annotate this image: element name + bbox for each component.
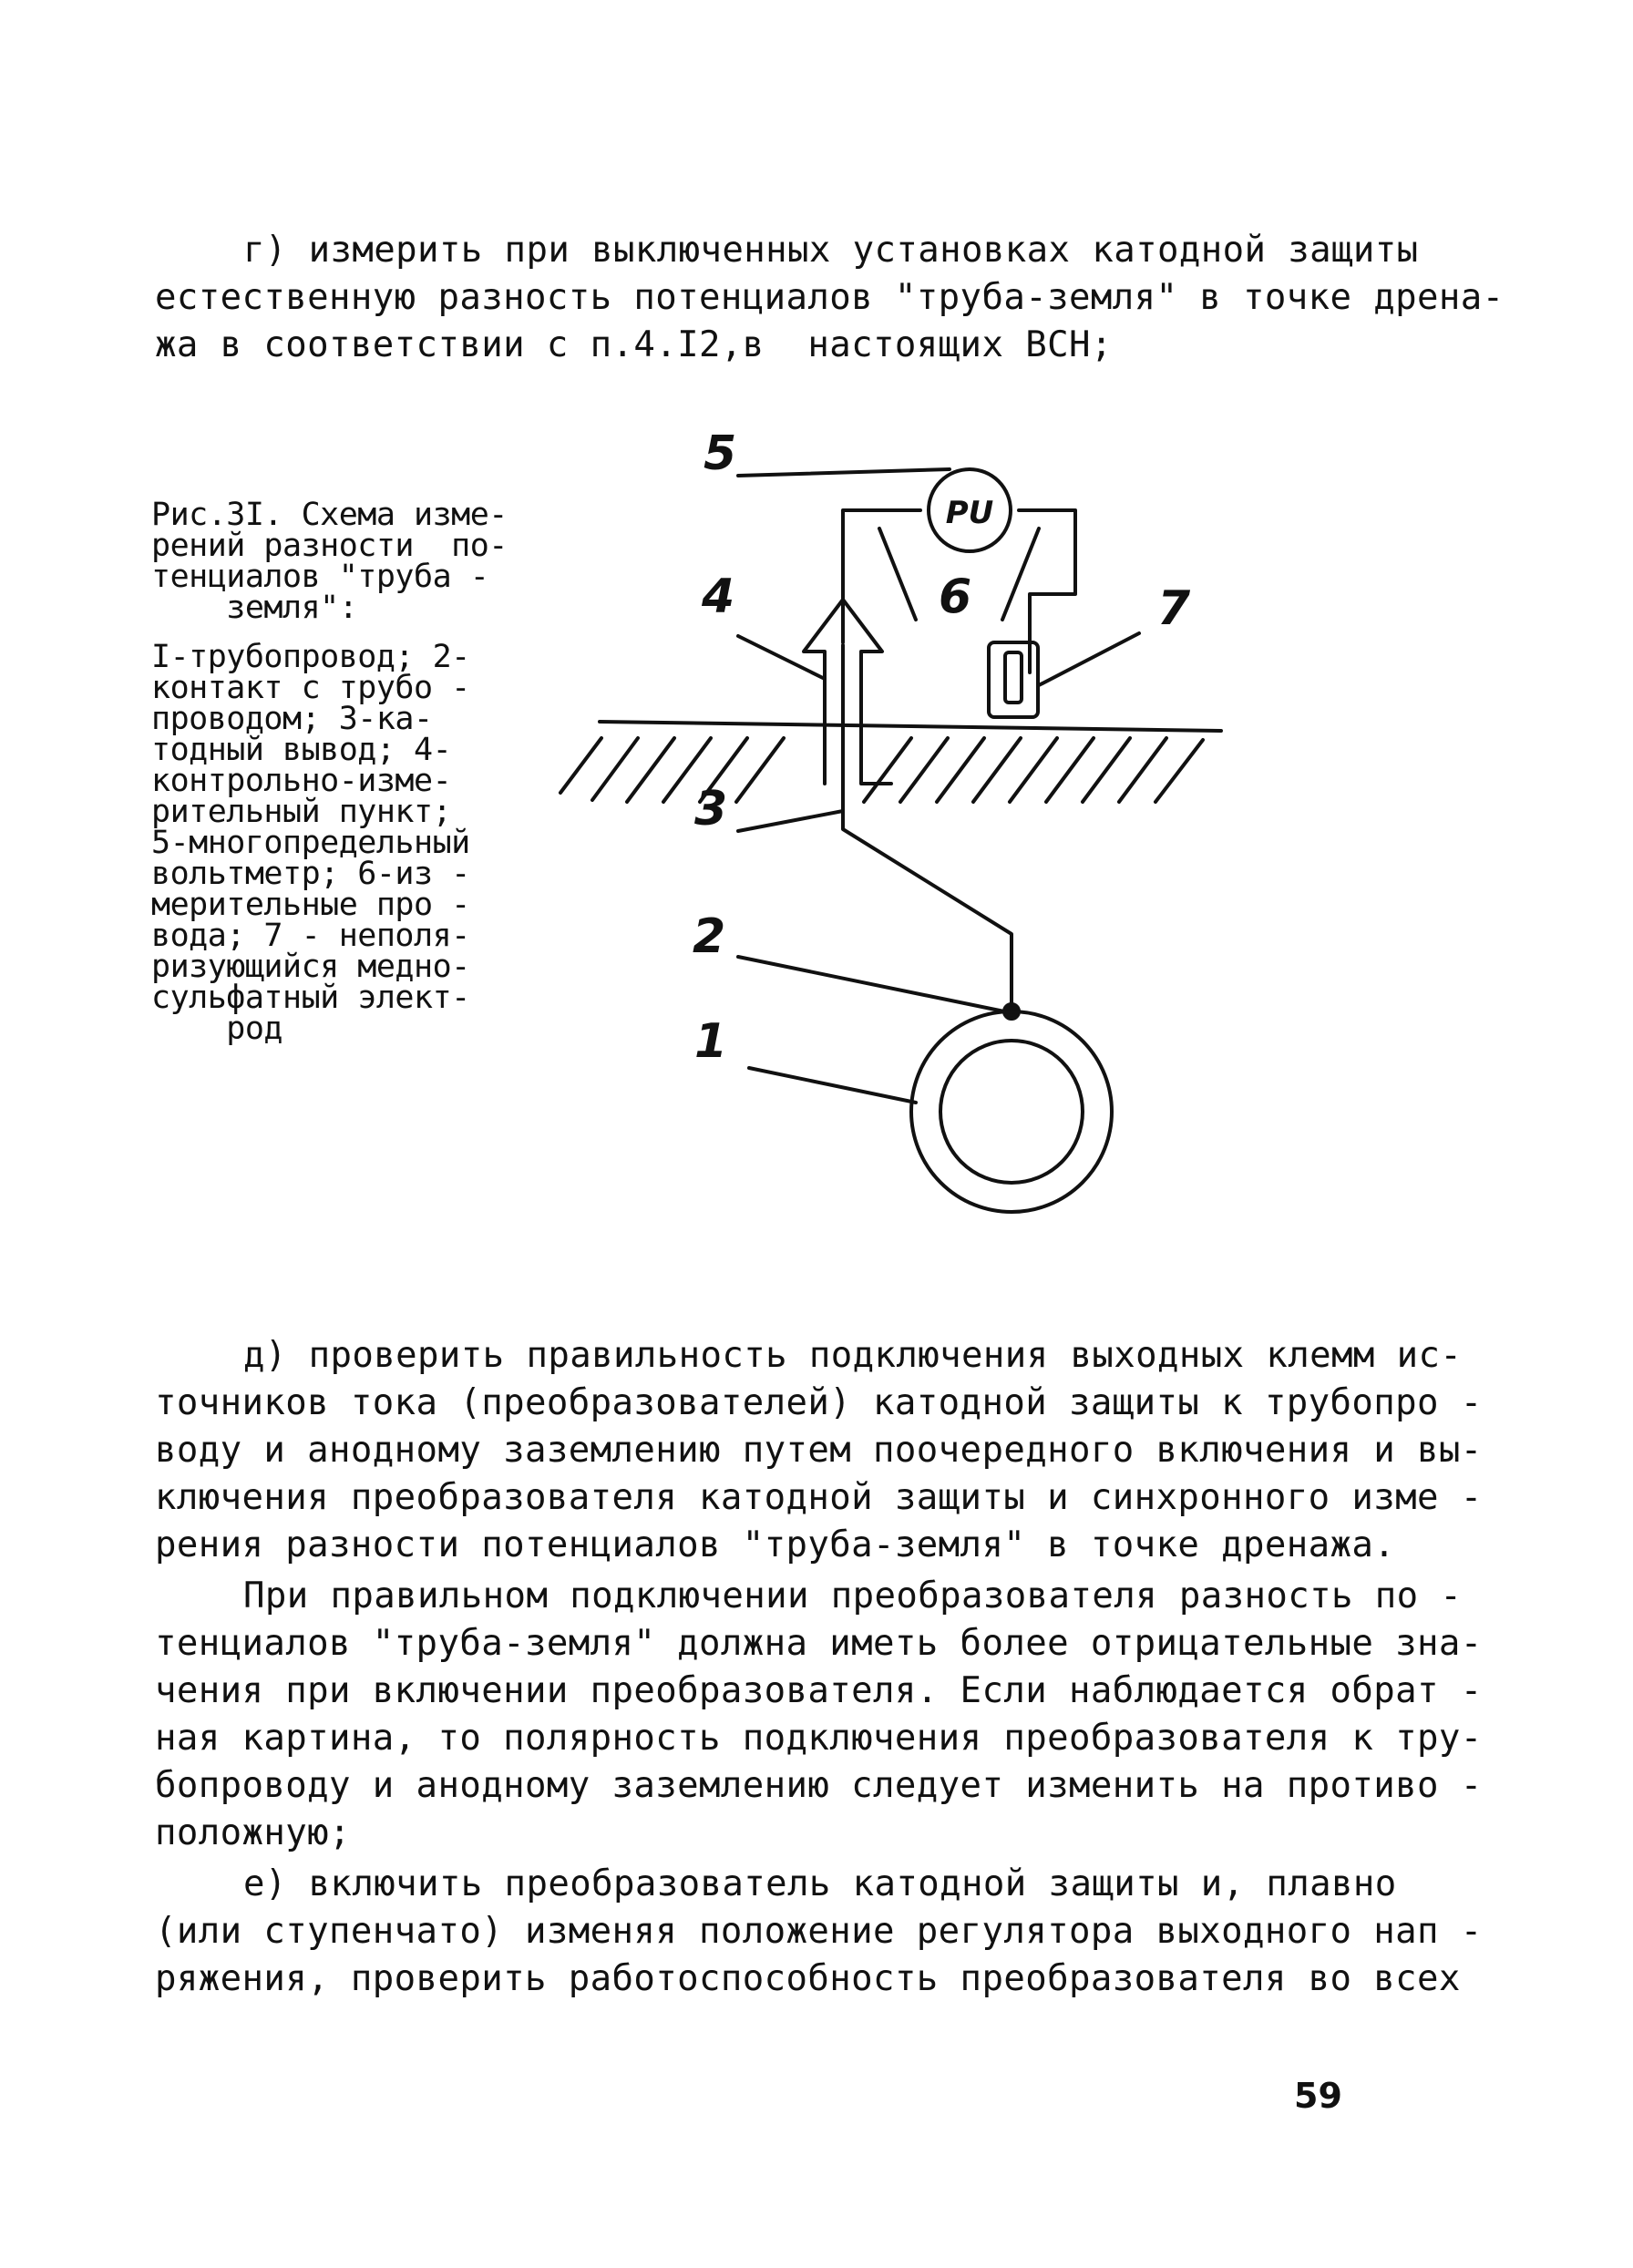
para-d-line-2: точников тока (преобразователей) катодной защиты к трубопро - xyxy=(155,1382,1483,1423)
para-g-line-3: жа в соответствии с п.4.I2,в настоящих ВСН; xyxy=(155,324,1113,365)
caption-line: вода; 7 - неполя- xyxy=(151,918,470,954)
para-pri-line-6: положную; xyxy=(155,1812,351,1853)
caption-line: вольтметр; 6-из - xyxy=(151,856,470,892)
para-pri-line-2: тенциалов "труба-земля" должна иметь более отрицательные зна- xyxy=(155,1623,1483,1664)
label-3: 3 xyxy=(694,782,728,836)
control-point-post xyxy=(804,600,891,784)
ground-line xyxy=(600,722,1221,731)
leader-line-3 xyxy=(738,811,843,831)
para-pri-line-3: чения при включении преобразователя. Если наблюдается обрат - xyxy=(155,1670,1483,1711)
caption-line: контрольно-изме- xyxy=(151,763,452,799)
para-e-line-2: (или ступенчато) изменяя положение регулятора выходного нап - xyxy=(155,1911,1483,1952)
electrode-inner xyxy=(1005,652,1022,703)
label-5: 5 xyxy=(704,426,737,481)
leader-line-6b xyxy=(1002,529,1039,620)
caption-line: ризующийся медно- xyxy=(151,949,470,985)
leader-line-1 xyxy=(749,1068,916,1103)
caption-line: рительный пункт; xyxy=(151,794,452,830)
caption-line: I-трубопровод; 2- xyxy=(151,639,470,675)
para-e-line-1: е) включить преобразователь катодной защиты и, плавно xyxy=(243,1863,1397,1904)
ground-hatching xyxy=(560,738,1203,802)
para-g-line-2: естественную разность потенциалов "труба-земля" в точке дрена- xyxy=(155,277,1505,318)
label-6: 6 xyxy=(939,570,972,624)
caption-line: тодный вывод; 4- xyxy=(151,732,452,768)
caption-line: проводом; 3-ка- xyxy=(151,701,433,737)
para-e-line-3: ряжения, проверить работоспособность преобразователя во всех xyxy=(155,1958,1461,1999)
para-pri-line-1: При правильном подключении преобразователя разность по - xyxy=(243,1575,1463,1616)
caption-line: рений разности по- xyxy=(151,528,508,564)
caption-line: земля": xyxy=(151,590,358,626)
label-7: 7 xyxy=(1157,581,1191,636)
para-d-line-3: воду и анодному заземлению путем поочередного включения и вы- xyxy=(155,1430,1483,1471)
caption-line: род xyxy=(151,1011,283,1047)
label-2: 2 xyxy=(693,909,726,964)
leader-line-7 xyxy=(1039,633,1139,685)
caption-line: контакт с трубо - xyxy=(151,670,470,706)
para-pri-line-5: бопроводу и анодному заземлению следует изменить на противо - xyxy=(155,1765,1483,1806)
leader-line-2 xyxy=(738,957,1004,1011)
para-d-line-4: ключения преобразователя катодной защиты и синхронного изме - xyxy=(155,1477,1483,1518)
pipeline-inner xyxy=(940,1041,1083,1183)
voltmeter-label: PU xyxy=(945,495,994,531)
measuring-wire-right xyxy=(1019,510,1075,672)
page-number: 59 xyxy=(1294,2076,1342,2116)
caption-line: сульфатный элект- xyxy=(151,980,470,1016)
para-pri-line-4: ная картина, то полярность подключения преобразователя к тру- xyxy=(155,1718,1483,1759)
caption-line: 5-многопредельный xyxy=(151,825,470,861)
caption-line: мерительные про - xyxy=(151,887,470,923)
para-d-line-1: д) проверить правильность подключения выходных клемм ис- xyxy=(243,1335,1463,1376)
para-d-line-5: рения разности потенциалов "труба-земля" в точке дренажа. xyxy=(155,1524,1396,1565)
cathode-lead-wire xyxy=(843,645,1012,1009)
label-4: 4 xyxy=(702,570,735,624)
leader-line-5 xyxy=(738,469,950,476)
caption-line: Рис.3I. Схема изме- xyxy=(151,497,508,533)
para-g-line-1: г) измерить при выключенных установках катодной защиты xyxy=(243,230,1419,271)
leader-line-6a xyxy=(879,529,916,620)
label-1: 1 xyxy=(694,1014,728,1069)
caption-line: тенциалов "труба - xyxy=(151,559,489,595)
